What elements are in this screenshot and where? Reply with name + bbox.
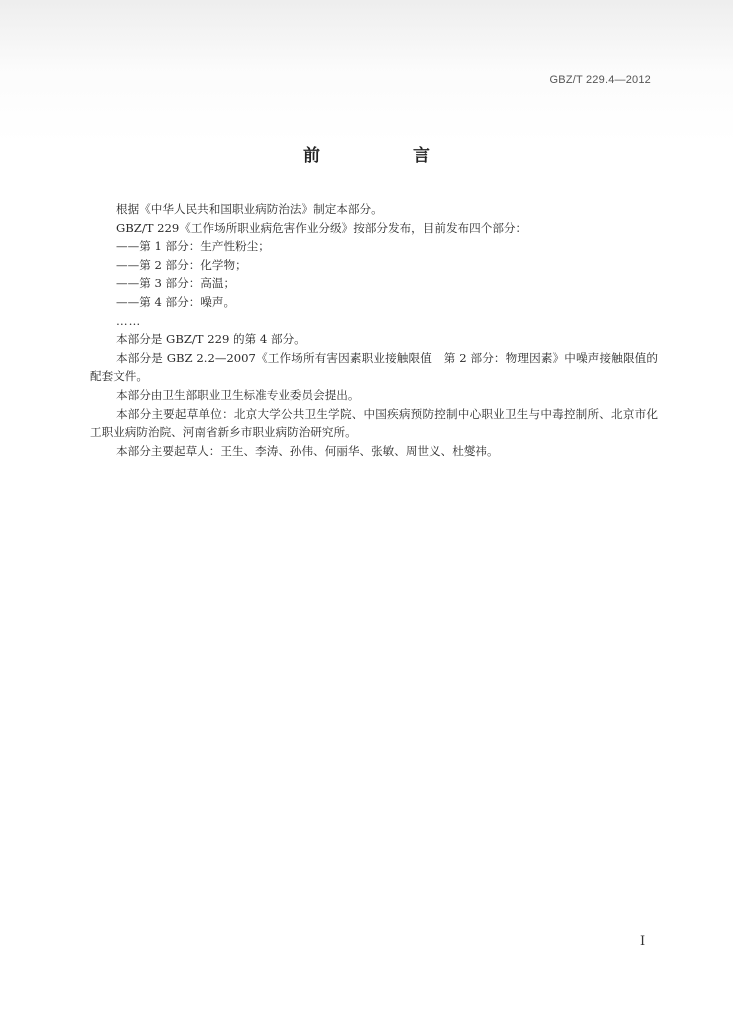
paragraph-parts-intro: GBZ/T 229《工作场所职业病危害作业分级》按部分发布，目前发布四个部分： xyxy=(116,220,528,235)
paragraph-proposer: 本部分由卫生部职业卫生标准专业委员会提出。 xyxy=(116,387,360,402)
paragraph-part-number: 本部分是 GBZ/T 229 的第 4 部分。 xyxy=(116,332,306,347)
paragraph-drafting-units: 本部分主要起草单位：北京大学公共卫生学院、中国疾病预防控制中心职业卫生与中毒控制所、北京市化工职业病防治院、河南省新乡市职业病防治研究所。 xyxy=(90,406,658,440)
paragraph-basis: 根据《中华人民共和国职业病防治法》制定本部分。 xyxy=(116,202,383,216)
list-item-part-4: ——第 4 部分：噪声。 xyxy=(116,294,236,309)
scan-shadow xyxy=(0,0,733,70)
page-number: I xyxy=(640,934,646,949)
list-item-part-2: ——第 2 部分：化学物； xyxy=(116,257,247,272)
standard-id: GBZ/T 229.4—2012 xyxy=(549,74,651,86)
list-item-part-3: ——第 3 部分：高温； xyxy=(116,276,236,291)
list-ellipsis: …… xyxy=(116,313,142,328)
list-item-part-1: ——第 1 部分：生产性粉尘； xyxy=(116,239,270,254)
paragraph-supporting-doc: 本部分是 GBZ 2.2—2007《工作场所有害因素职业接触限值 第 2 部分：物理因素》中噪声接触限值的配套文件。 xyxy=(90,350,658,384)
foreword-body xyxy=(90,200,658,460)
paragraph-drafters: 本部分主要起草人：王生、李涛、孙伟、何丽华、张敏、周世义、杜燮祎。 xyxy=(116,443,499,458)
page-title: 前 言 xyxy=(303,146,468,166)
